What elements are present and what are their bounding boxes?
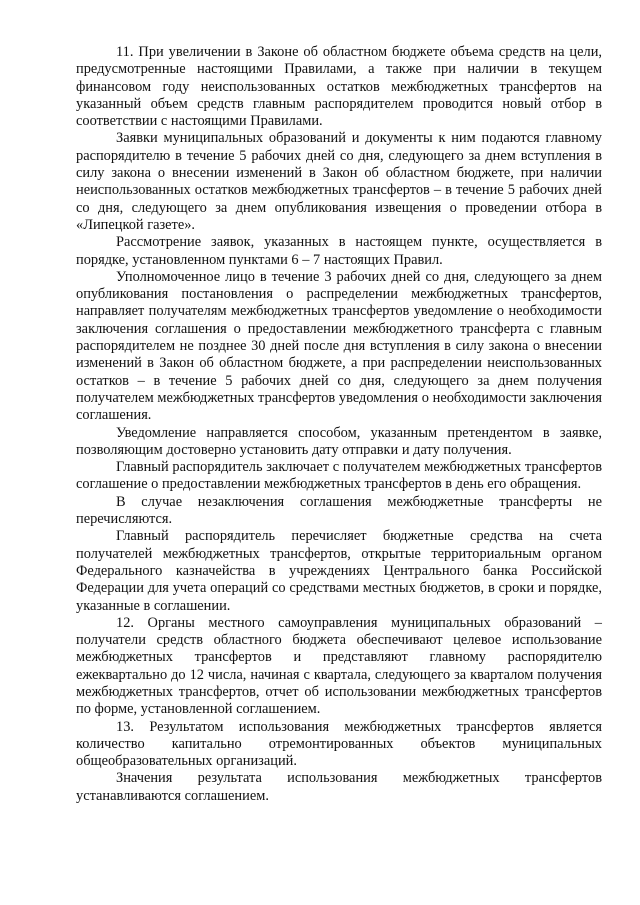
paragraph-item-11-reselection: 11. При увеличении в Законе об областном бюджете объема средств на цели, предусмотренные настоящими Правилами, а также при наличии в текущем финансовом году неиспользованных остатков межбюджетных трансфертов на указанный объем средств главным распорядителем проводится новый отбор в соответствии с настоящими Правилами. [76, 44, 602, 130]
paragraph-funds-transfer: Главный распорядитель перечисляет бюджетные средства на счета получателей межбюджетных трансфертов, открытые территориальным органом Федерального казначейства в учреждениях Центрального банка Российской Федерации для учета операций со средствами местных бюджетов, в сроки и порядке, указанные в соглашении. [76, 528, 602, 614]
paragraph-review-procedure: Рассмотрение заявок, указанных в настоящем пункте, осуществляется в порядке, установленном пунктами 6 – 7 настоящих Правил. [76, 234, 602, 268]
paragraph-non-conclusion: В случае незаключения соглашения межбюджетные трансферты не перечисляются. [76, 493, 602, 528]
paragraph-result-values: Значения результата использования межбюджетных трансфертов устанавливаются соглашением. [76, 770, 602, 804]
paragraph-notification-method: Уведомление направляется способом, указанным претендентом в заявке, позволяющим достоверно установить дату отправки и дату получения. [76, 424, 602, 458]
paragraph-application-deadline: Заявки муниципальных образований и документы к ним подаются главному распорядителю в течение 5 рабочих дней со дня, следующего за днем вступления в силу закона о внесении изменений в Закон об областном бюджете, при наличии неиспользованных остатков межбюджетных трансфертов – в течение 5 рабочих дней со дня, следующего за днем опубликования извещения о проведении отбора в «Липецкой газете». [76, 130, 602, 233]
paragraph-notification-by-authorized-person: Уполномоченное лицо в течение 3 рабочих дней со дня, следующего за днем опубликования постановления о распределении межбюджетных трансфертов, направляет получателям межбюджетных трансфертов уведомление о необходимости заключения соглашения о предоставлении межбюджетного трансферта с главным распорядителем не позднее 30 дней после дня вступления в силу закона о внесении изменений в Закон об областном бюджете, а при распределении неиспользованных остатков – в течение 5 рабочих дней со дня, следующего за днем получения получателем межбюджетных трансфертов уведомления о необходимости заключения соглашения. [76, 268, 602, 424]
paragraph-item-13-result: 13. Результатом использования межбюджетных трансфертов является количество капитально отремонтированных объектов муниципальных общеобразовательных организаций. [76, 718, 602, 770]
paragraph-item-12-reporting: 12. Органы местного самоуправления муниципальных образований – получатели средств областного бюджета обеспечивают целевое использование межбюджетных трансфертов и представляют главному распорядителю ежеквартально до 12 числа, начиная с квартала, следующего за кварталом получения межбюджетных трансфертов, отчет об использовании межбюджетных трансфертов по форме, установленной соглашением. [76, 614, 602, 718]
document-page [76, 44, 602, 805]
paragraph-agreement-conclusion: Главный распорядитель заключает с получателем межбюджетных трансфертов соглашение о предоставлении межбюджетных трансфертов в день его обращения. [76, 459, 602, 493]
